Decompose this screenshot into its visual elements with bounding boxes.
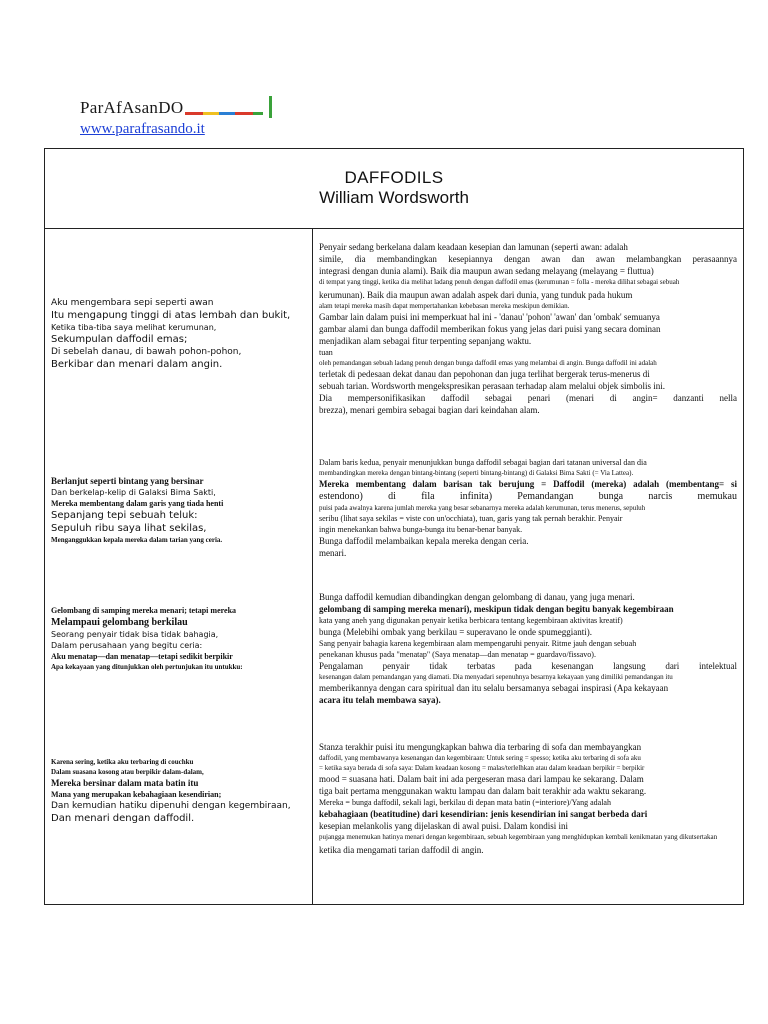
- commentary-line: membandingkan mereka dengan bintang-bintang (seperti bintang-bintang) di Galaksi Bima Sakti (= Via Lattea).: [319, 469, 634, 477]
- poem-line: Ketika tiba-tiba saya melihat kerumunan,: [51, 323, 217, 332]
- logo-color-bars: [185, 98, 263, 118]
- commentary-line: = ketika saya berada di sofa saya: Dalam keadaan kosong = malas/terlelhkan atau dalam keadaan berpikir = berpikir: [319, 764, 645, 772]
- poem-line: Apa kekayaan yang ditunjukkan oleh pertunjukan itu untukku:: [51, 663, 243, 671]
- commentary-line: oleh pemandangan sebuah ladang penuh dengan bunga daffodil emas yang melambai di angin. Bunga daffodil ini adalah: [319, 359, 657, 367]
- commentary-line: ingin menekankan bahwa bunga-bunga itu benar-benar banyak.: [319, 525, 523, 534]
- commentary-line: menjadikan alam sebagai fitur terpenting sepanjang waktu.: [319, 336, 532, 346]
- commentary-line: Bunga daffodil kemudian dibandingkan dengan gelombang di danau, yang juga menari.: [319, 592, 635, 602]
- poem-line: Aku mengembara sepi seperti awan: [51, 298, 214, 308]
- poem-line: Sepuluh ribu saya lihat sekilas,: [51, 523, 207, 534]
- poem-line: Sepanjang tepi sebuah teluk:: [51, 510, 198, 521]
- commentary-line: bunga (Melebihi ombak yang berkilau = superavano le onde spumeggianti).: [319, 627, 593, 637]
- commentary-line: kerumunan). Baik dia maupun awan adalah aspek dari dunia, yang tunduk pada hukum: [319, 290, 633, 300]
- stanza-1: [51, 297, 309, 371]
- poem-line: Dan kemudian hatiku dipenuhi dengan kegembiraan,: [51, 801, 291, 811]
- logo-bar-yellow: [203, 112, 219, 115]
- commentary-line: kebahagiaan (beatitudine) dari kesendirian: jenis kesendirian ini sangat berbeda dari: [319, 809, 648, 819]
- commentary-line: alam tetapi mereka masih dapat mempertahankan kebebasan mereka meskipun demikian.: [319, 302, 570, 310]
- commentary-line: Bunga daffodil melambaikan kepala mereka dengan ceria.: [319, 536, 529, 546]
- commentary-line: pujangga menemukan hatinya menari dengan kegembiraan, sebuah kegembiraan yang menghidupkan kembali kenikmatan yang dikutsertakan: [319, 833, 718, 841]
- site-link[interactable]: www.parafrasando.it: [80, 121, 205, 137]
- commentary-line: gambar alami dan bunga daffodil memberikan fokus yang jelas dari puisi yang secara dominan: [319, 324, 661, 334]
- commentary-line: brezza), menari gembira sebagai bagian dari keindahan alam.: [319, 405, 540, 415]
- poem-line: Menganggukkan kepala mereka dalam tarian yang ceria.: [51, 536, 223, 544]
- poem-line: Seorang penyair tidak bisa tidak bahagia,: [51, 630, 219, 639]
- logo-bar-green: [253, 112, 263, 115]
- stanza-3: [51, 605, 309, 672]
- column-divider: [312, 229, 313, 905]
- table-header: [45, 149, 743, 229]
- commentary-line: daffodil, yang membawanya kesenangan dan kegembiraan: Untuk sering = spesso; ketika aku terbaring di sofa aku: [319, 754, 641, 762]
- commentary-paragraph-2: [319, 457, 737, 559]
- logo-bar-red-2: [235, 112, 253, 115]
- poem-author: William Wordsworth: [319, 188, 469, 207]
- poem-line: Di sebelah danau, di bawah pohon-pohon,: [51, 347, 242, 357]
- poem-line: Karena sering, ketika aku terbaring di couchku: [51, 758, 194, 766]
- commentary-line: mood = suasana hati. Dalam bait ini ada pergeseran masa dari lampau ke sekarang. Dalam: [319, 774, 644, 784]
- commentary-line: Gambar lain dalam puisi ini memperkuat hal ini - 'danau' 'pohon' 'awan' dan 'ombak' semuanya: [319, 312, 660, 322]
- poem-line: Mereka bersinar dalam mata batin itu: [51, 778, 199, 788]
- commentary-line: Stanza terakhir puisi itu mengungkapkan bahwa dia terbaring di sofa dan membayangkan: [319, 742, 642, 752]
- poem-line: Dalam suasana kosong atau berpikir dalam-dalam,: [51, 768, 204, 776]
- commentary-line: integrasi dengan dunia alami). Baik dia maupun awan sedang melayang (melayang = fluttua): [319, 266, 654, 276]
- poem-line: Melampaui gelombang berkilau: [51, 617, 188, 628]
- commentary-paragraph-4: [319, 741, 737, 856]
- commentary-line: acara itu telah membawa saya).: [319, 695, 441, 705]
- site-logo[interactable]: [80, 96, 272, 118]
- commentary-line: Dalam baris kedua, penyair menunjukkan bunga daffodil sebagai bagian dari tatanan universal dan dia: [319, 458, 647, 467]
- commentary-line: sebuah tarian. Wordsworth mengekspresikan perasaan terhadap alam melalui objek simbolis ini.: [319, 381, 666, 391]
- poem-line: Mana yang merupakan kebahagiaan kesendirian;: [51, 790, 222, 799]
- commentary-line: Sang penyair bahagia karena kegembiraan alam mempengaruhi penyair. Ritme jauh dengan sebuah: [319, 639, 637, 648]
- poem-line: Aku menatap—dan menatap—tetapi sedikit berpikir: [51, 652, 233, 661]
- commentary-line: kesepian melankolis yang dijelaskan di awal puisi. Dalam kondisi ini: [319, 821, 568, 831]
- commentary-line: Mereka = bunga daffodil, sekali lagi, berkilau di depan mata batin (=interiore)/Yang adalah: [319, 798, 611, 807]
- poem-line: Berkibar dan menari dalam angin.: [51, 359, 223, 370]
- commentary-line: puisi pada awalnya karena jumlah mereka yang besar sebanarnya mereka adalah kerumunan, terus menerus, sepuluh: [319, 504, 646, 512]
- logo-tick-mark: [269, 96, 272, 118]
- poem-line: Mereka membentang dalam garis yang tiada henti: [51, 499, 224, 508]
- commentary-line: di tempat yang tinggi, ketika dia melihat ladang penuh dengan daffodil emas (kerumunan = folla - mereka dilihat sebagai sebuah: [319, 278, 680, 286]
- poem-line: Dan menari dengan daffodil.: [51, 813, 195, 824]
- commentary-line: Pengalaman penyair tidak terbatas pada kesenangan langsung dari intelektual: [319, 661, 737, 671]
- commentary-line: penekanan khusus pada "menatap" (Saya menatap—dan menatap = guardavo/fissavo).: [319, 650, 596, 659]
- commentary-line: kesenangan dalam pemandangan yang diamati. Dia menyadari sepenuhnya besarnya kekayaan yang dimiliki pemandangan itu: [319, 673, 673, 681]
- commentary-line: kata yang aneh yang digunakan penyair ketika berbicara tentang kegembiraan aktivitas kreatif): [319, 616, 623, 625]
- commentary-line: Mereka membentang dalam barisan tak berujung = Daffodil (mereka) adalah (membentang= si: [319, 479, 737, 489]
- commentary-line: memberikannya dengan cara spiritual dan itu selalu bersamanya sebagai inspirasi (Apa kekayaan: [319, 683, 669, 693]
- poem-table: [44, 148, 744, 905]
- commentary-line: simile, dia membandingkan kesepiannya dengan awan dan awan melambangkan perasaannya: [319, 254, 737, 264]
- commentary-line: menari.: [319, 548, 347, 558]
- commentary-line: seribu (lihat saya sekilas = viste con un'occhiata), tuan, garis yang tak pernah berakhir. Penyair: [319, 514, 623, 523]
- logo-bar-red: [185, 112, 203, 115]
- commentary-line: tiga bait pertama menggunakan waktu lampau dan dalam bait terakhir ada waktu sekarang.: [319, 786, 647, 796]
- commentary-line: terletak di pedesaan dekat danau dan pepohonan dan juga terlihat bergerak terus-menerus di: [319, 369, 650, 379]
- commentary-paragraph-1: [319, 241, 737, 416]
- commentary-line: estendono) di fila infinita) Pemandangan bunga narcis memukau: [319, 491, 737, 502]
- logo-text: ParAfAsanDO: [80, 98, 184, 117]
- poem-line: Dalam perusahaan yang begitu ceria:: [51, 641, 203, 650]
- poem-title: DAFFODILS: [344, 168, 444, 187]
- poem-line: Berlanjut seperti bintang yang bersinar: [51, 476, 204, 486]
- poem-line: Gelombang di samping mereka menari; tetapi mereka: [51, 606, 237, 615]
- commentary-paragraph-3: [319, 591, 737, 706]
- commentary-line: Dia mempersonifikasikan daffodil sebagai penari (menari di angin= danzanti nella: [319, 393, 737, 403]
- poem-line: Itu mengapung tinggi di atas lembah dan bukit,: [51, 310, 291, 321]
- poem-line: Dan berkelap-kelip di Galaksi Bima Sakti,: [51, 488, 216, 497]
- poem-line: Sekumpulan daffodil emas;: [51, 334, 188, 345]
- stanza-4: [51, 757, 309, 825]
- logo-bar-blue: [219, 112, 235, 115]
- commentary-line: ketika dia mengamati tarian daffodil di angin.: [319, 845, 484, 855]
- commentary-line: tuan: [319, 348, 333, 357]
- commentary-line: Penyair sedang berkelana dalam keadaan kesepian dan lamunan (seperti awan: adalah: [319, 242, 628, 252]
- stanza-2: [51, 475, 309, 545]
- commentary-line: gelombang di samping mereka menari), meskipun tidak dengan begitu banyak kegembiraan: [319, 604, 674, 614]
